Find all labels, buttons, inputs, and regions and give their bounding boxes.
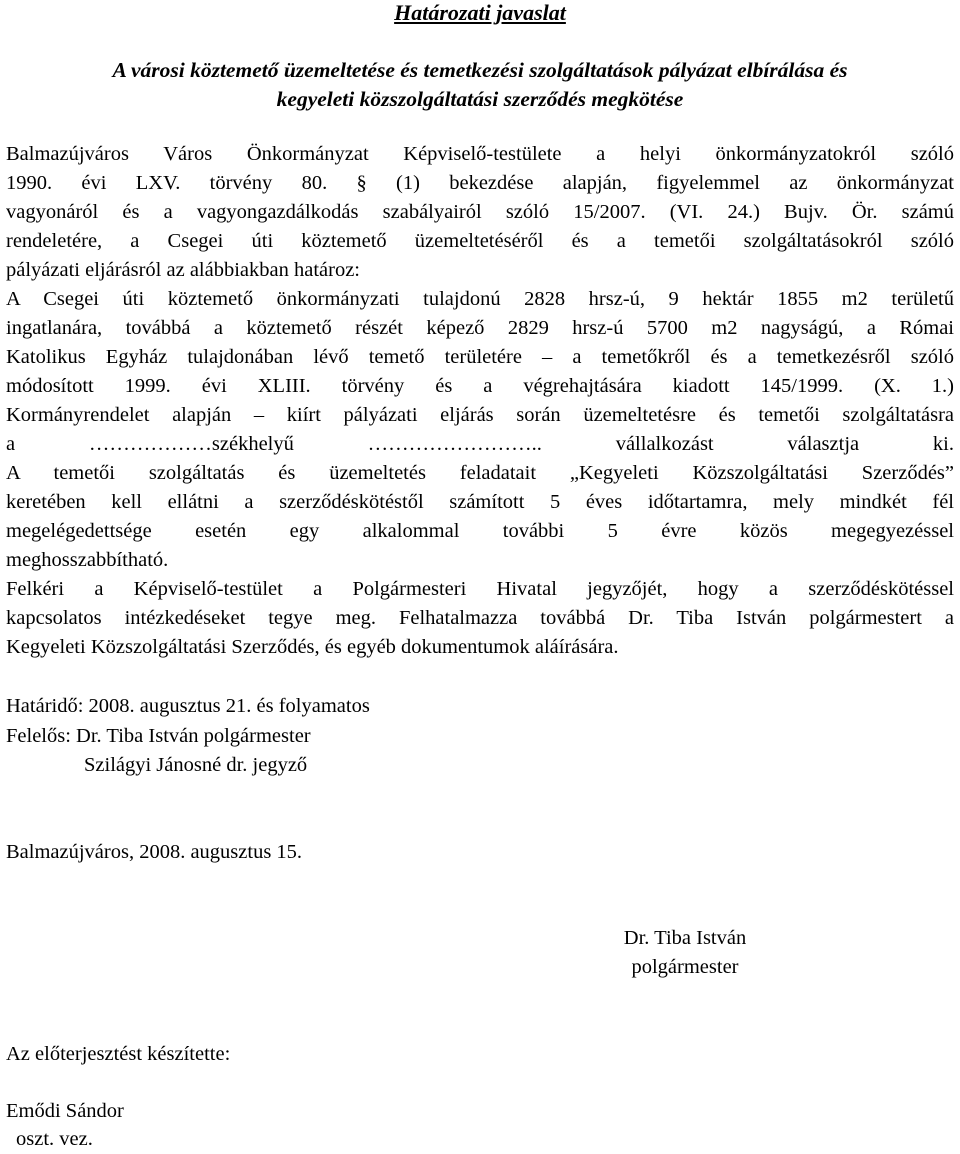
body-line: Balmazújváros Város Önkormányzat Képviselő-testülete a helyi önkormányzatokról szóló xyxy=(6,143,954,165)
deadline: Határidő: 2008. augusztus 21. és folyamatos xyxy=(6,695,370,717)
body-line: Kegyeleti Közszolgáltatási Szerződés, és egyéb dokumentumok aláírására. xyxy=(6,636,619,658)
resolution-body xyxy=(6,140,954,662)
body-line: kapcsolatos intézkedéseket tegye meg. Felhatalmazza továbbá Dr. Tiba István polgármestert a xyxy=(6,607,954,629)
body-line: ingatlanára, továbbá a köztemető részét képező 2829 hrsz-ú 5700 m2 nagyságú, a Római xyxy=(6,317,954,339)
signatory-title: polgármester xyxy=(631,956,739,978)
body-line: rendeletére, a Csegei úti köztemető üzemeltetéséről és a temetői szolgáltatásokról szóló xyxy=(6,230,954,252)
body-line: A Csegei úti köztemető önkormányzati tulajdonú 2828 hrsz-ú, 9 hektár 1855 m2 területű xyxy=(6,288,954,310)
body-line: pályázati eljárásról az alábbiakban határoz: xyxy=(6,259,360,281)
body-line: módosított 1999. évi XLIII. törvény és a végrehajtására kiadott 145/1999. (X. 1.) xyxy=(6,375,954,397)
body-line: megelégedettsége esetén egy alkalommal további 5 évre közös megegyezéssel xyxy=(6,520,954,542)
body-line: keretében kell ellátni a szerződéskötéstől számított 5 éves időtartamra, mely mindkét fél xyxy=(6,491,954,513)
prepared-by-title: oszt. vez. xyxy=(16,1128,93,1150)
resolution-subject xyxy=(0,56,960,114)
subject-line: kegyeleti közszolgáltatási szerződés megkötése xyxy=(276,87,684,111)
body-line: a ………………székhelyű …………………….. vállalkozást választja ki. xyxy=(6,433,954,455)
body-line: Kormányrendelet alapján – kiírt pályázati eljárás során üzemeltetésre és temetői szolgáltatásra xyxy=(6,404,954,426)
body-line: 1990. évi LXV. törvény 80. § (1) bekezdése alapján, figyelemmel az önkormányzat xyxy=(6,172,954,194)
responsible-secondary: Szilágyi Jánosné dr. jegyző xyxy=(84,754,308,776)
body-line: meghosszabbítható. xyxy=(6,549,169,571)
body-line: Felkéri a Képviselő-testület a Polgármesteri Hivatal jegyzőjét, hogy a szerződéskötéssel xyxy=(6,578,954,600)
prepared-by-name: Emődi Sándor xyxy=(6,1100,124,1122)
subject-line: A városi köztemető üzemeltetése és temetkezési szolgáltatások pályázat elbírálása és xyxy=(112,58,848,82)
document-heading: Határozati javaslat xyxy=(394,0,566,25)
place-date: Balmazújváros, 2008. augusztus 15. xyxy=(6,841,303,863)
body-line: vagyonáról és a vagyongazdálkodás szabályairól szóló 15/2007. (VI. 24.) Bujv. Ör. számú xyxy=(6,201,954,223)
body-line: A temetői szolgáltatás és üzemeltetés feladatait „Kegyeleti Közszolgáltatási Szerződés” xyxy=(6,462,954,484)
responsible: Felelős: Dr. Tiba István polgármester xyxy=(6,725,311,747)
prepared-by-label: Az előterjesztést készítette: xyxy=(6,1043,231,1065)
body-line: Katolikus Egyház tulajdonában lévő temető területére – a temetőkről és a temetkezésről szóló xyxy=(6,346,954,368)
signatory-name: Dr. Tiba István xyxy=(623,927,747,949)
